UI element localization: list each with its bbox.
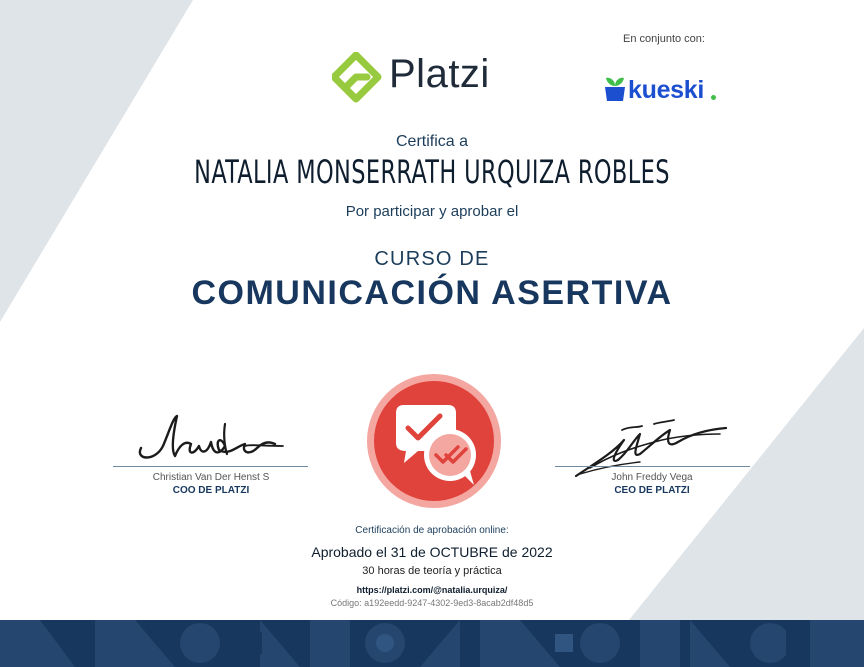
platzi-wordmark: Platzi [389, 52, 490, 96]
right-signer-name: John Freddy Vega [611, 472, 693, 483]
left-signer-role: COO DE PLATZI [172, 485, 250, 496]
certifies-label: Certifica a [395, 133, 469, 150]
right-signer-role: CEO DE PLATZI [614, 485, 690, 496]
certificate-code: Código: a192eedd-9247-4302-9ed3-8acab2df48d5 [330, 598, 534, 608]
certificate-url-link[interactable]: https://platzi.com/@natalia.urquiza/ [356, 585, 508, 595]
partner-label: En conjunto con: [623, 33, 705, 45]
course-hours: 30 horas de teoría y práctica [362, 565, 502, 577]
kueski-wordmark: kueski [628, 76, 705, 104]
course-prefix: CURSO DE [374, 248, 490, 270]
student-name: NATALIA MONSERRATH URQUIZA ROBLES [194, 153, 670, 191]
left-signature-line [113, 466, 308, 467]
platzi-logo-icon [332, 52, 382, 104]
kueski-dot [711, 95, 716, 100]
participation-text: Por participar y aprobar el [345, 203, 519, 220]
footer-pattern [0, 620, 864, 667]
online-certification-label: Certificación de aprobación online: [355, 525, 509, 536]
footer-pattern-band [0, 620, 864, 667]
left-signature-scribble [133, 410, 293, 466]
kueski-plant-icon [604, 74, 626, 102]
course-badge-icon [366, 373, 502, 509]
approval-date: Aprobado el 31 de OCTUBRE de 2022 [311, 544, 553, 560]
right-signature-line [555, 466, 750, 467]
left-signer-name: Christian Van Der Henst S [152, 472, 270, 483]
course-title: COMUNICACIÓN ASERTIVA [191, 274, 673, 312]
